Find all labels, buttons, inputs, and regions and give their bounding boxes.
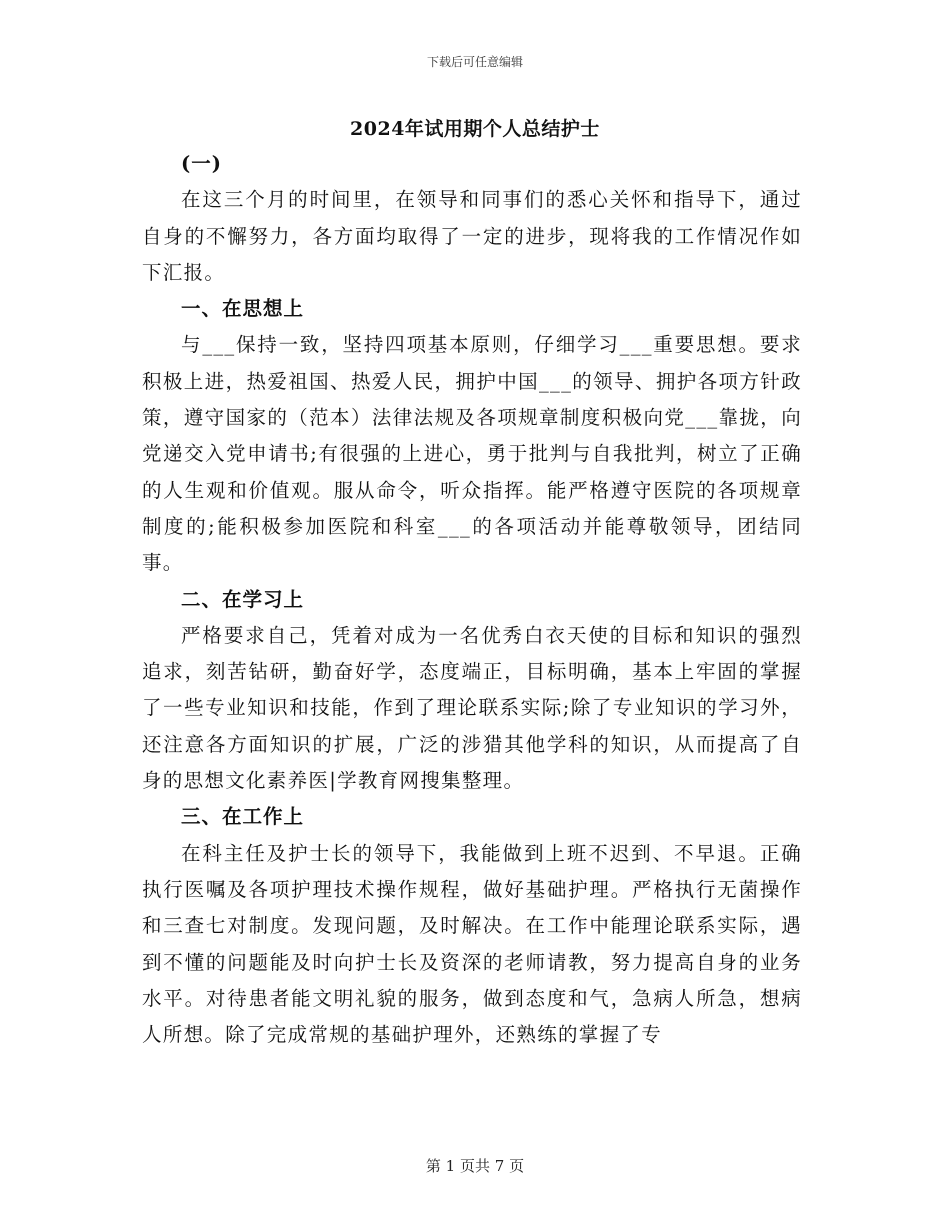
section-marker: (一) [181,152,222,175]
section-body-thought: 与___保持一致，坚持四项基本原则，仔细学习___重要思想。要求积极上进，热爱祖国、热爱人民，拥护中国___的领导、拥护各项方针政策，遵守国家的（范本）法律法规及各项规章制度积极向党___靠拢，向党递交入党申请书;有很强的上进心，勇于批判与自我批判，树立了正确的人生观和价值观。服从命令，听众指挥。能严格遵守医院的各项规章制度的;能积极参加医院和科室___的各项活动并能尊敬领导，团结同事。 [142,333,802,575]
header-note: 下载后可任意编辑 [426,55,523,69]
section-heading-work: 三、在工作上 [181,805,305,829]
section-body-work: 在科主任及护士长的领导下，我能做到上班不迟到、不早退。正确执行医嘱及各项护理技术操作规程，做好基础护理。严格执行无菌操作和三查七对制度。发现问题，及时解决。在工作中能理论联系实际，遇到不懂的问题能及时向护士长及资深的老师请教，努力提高自身的业务水平。对待患者能文明礼貌的服务，做到态度和气，急病人所急，想病人所想。除了完成常规的基础护理外，还熟练的掌握了专 [142,841,802,1047]
section-body-study: 严格要求自己，凭着对成为一名优秀白衣天使的目标和知识的强烈追求，刻苦钻研，勤奋好学，态度端正，目标明确，基本上牢固的掌握了一些专业知识和技能，作到了理论联系实际;除了专业知识的学习外，还注意各方面知识的扩展，广泛的涉猎其他学科的知识，从而提高了自身的思想文化素养医|学教育网搜集整理。 [142,623,802,793]
document-title: 2024年试用期个人总结护士 [350,118,600,140]
page-number-footer: 第 1 页共 7 页 [425,1157,525,1175]
document-body [142,146,802,1053]
section-heading-thought: 一、在思想上 [181,297,305,321]
section-heading-study: 二、在学习上 [181,587,305,611]
intro-paragraph: 在这三个月的时间里，在领导和同事们的悉心关怀和指导下，通过自身的不懈努力，各方面均取得了一定的进步，现将我的工作情况作如下汇报。 [142,188,802,284]
